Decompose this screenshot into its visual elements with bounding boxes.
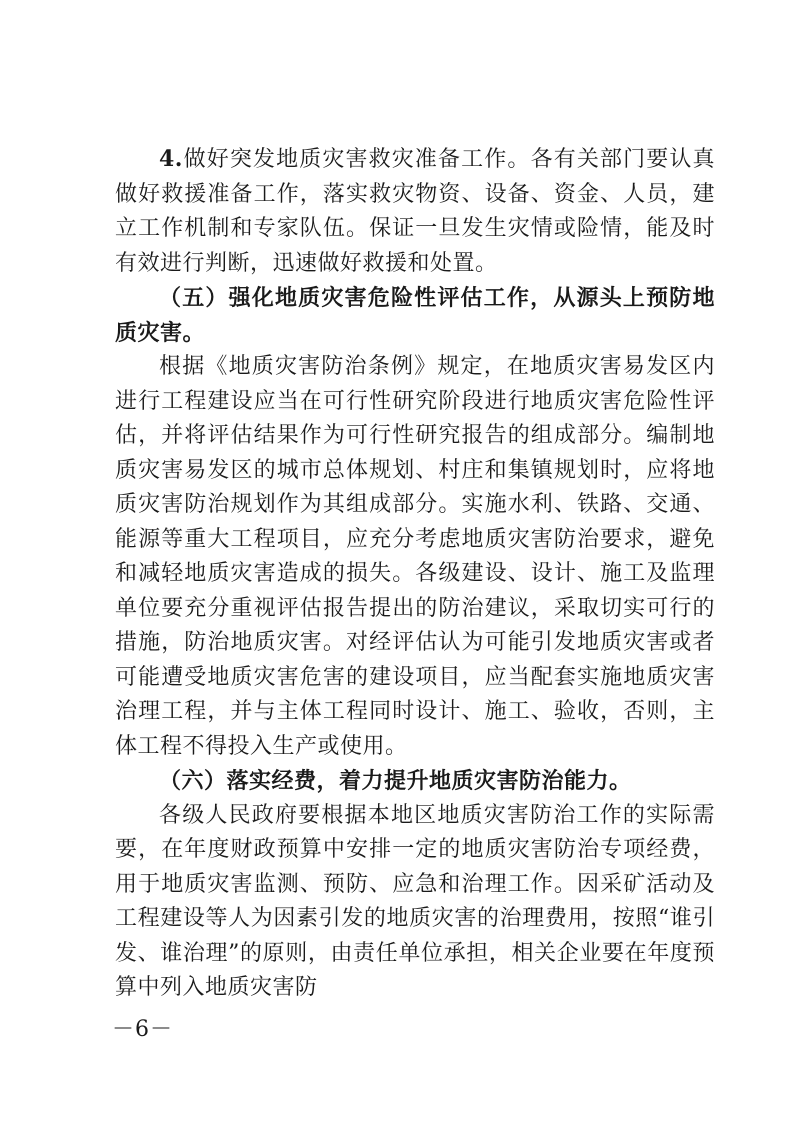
paragraph-text: 做好突发地质灾害救灾准备工作。各有关部门要认真做好救援准备工作，落实救灾物资、设备、资金、人员，建立工作机制和专家队伍。保证一旦发生灾情或险情，能及时有效进行判断，迅速做好救援和处置。: [115, 147, 715, 276]
section-heading-5: （五）强化地质灾害危险性评估工作，从源头上预防地质灾害。: [115, 285, 715, 346]
page-number: －6－: [112, 1017, 173, 1042]
paragraph-funding: 各级人民政府要根据本地区地质灾害防治工作的实际需要，在年度财政预算中安排一定的地质灾害防治专项经费，用于地质灾害监测、预防、应急和治理工作。因采矿活动及工程建设等人为因素引发的地质灾害的治理费用，按照“谁引发、谁治理”的原则，由责任单位承担，相关企业要在年度预算中列入地质灾害防: [115, 802, 715, 1000]
document-body: [115, 142, 715, 1006]
paragraph-item-4: [115, 142, 715, 281]
paragraph-regulation: 根据《地质灾害防治条例》规定，在地质灾害易发区内进行工程建设应当在可行性研究阶段进行地质灾害危险性评估，并将评估结果作为可行性研究报告的组成部分。编制地质灾害易发区的城市总体规划、村庄和集镇规划时，应将地质灾害防治规划作为其组成部分。实施水利、铁路、交通、能源等重大工程项目，应充分考虑地质灾害防治要求，避免和减轻地质灾害造成的损失。各级建设、设计、施工及监理单位要充分重视评估报告提出的防治建议，采取切实可行的措施，防治地质灾害。对经评估认为可能引发地质灾害或者可能遭受地质灾害危害的建设项目，应当配套实施地质灾害治理工程，并与主体工程同时设计、施工、验收，否则，主体工程不得投入生产或使用。: [115, 354, 715, 759]
section-heading-6: （六）落实经费，着力提升地质灾害防治能力。: [159, 768, 632, 794]
item-number: 4.: [159, 146, 183, 172]
